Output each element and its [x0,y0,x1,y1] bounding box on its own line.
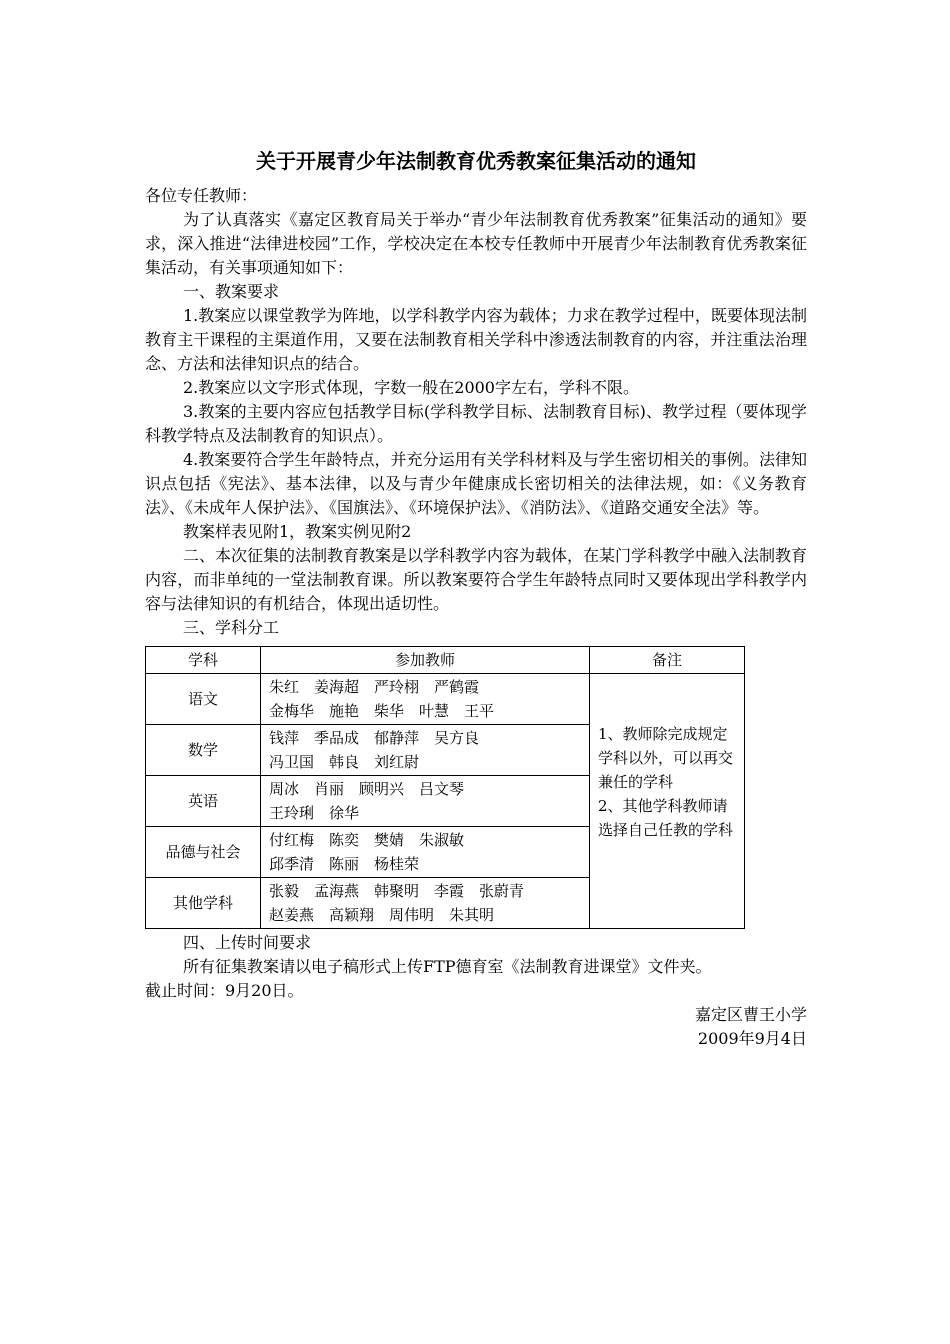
subject-cell: 语文 [146,674,261,725]
header-subject: 学科 [146,647,261,674]
section3-heading: 三、学科分工 [183,618,280,637]
teacher-line: 王玲琍 徐华 [269,804,360,822]
document-title: 关于开展青少年法制教育优秀教案征集活动的通知 [256,149,696,173]
salutation: 各位专任教师： [145,186,258,205]
teacher-line: 朱红 姜海超 严玲栩 严鹤霞 [269,678,480,696]
requirement-3: 3.教案的主要内容应包括教学目标(学科教学目标、法制教育目标)、教学过程（要体现学科教学特点及法制教育的知识点）。 [145,402,807,445]
requirement-2: 2.教案应以文字形式体现，字数一般在2000字左右，学科不限。 [183,378,639,397]
teacher-line: 周冰 肖丽 顾明兴 吕文琴 [269,780,465,798]
header-teachers: 参加教师 [261,647,590,674]
teacher-line: 钱萍 季品成 郁静萍 吴方良 [269,729,480,747]
header-note: 备注 [590,647,745,674]
teacher-line: 邱季清 陈丽 杨桂荣 [269,855,420,873]
date: 2009年9月4日 [697,1029,807,1048]
deadline: 截止时间：9月20日。 [145,981,304,1000]
subject-assignment-table [145,646,745,929]
table-row [146,674,745,725]
teacher-line: 张毅 孟海燕 韩聚明 李霞 张蔚青 [269,882,525,900]
teachers-cell [261,674,590,725]
requirement-4: 4.教案要符合学生年龄特点，并充分运用有关学科材料及与学生密切相关的事例。法律知识点包括《宪法》、基本法律，以及与青少年健康成长密切相关的法律法规，如：《义务教育法》、《未成年人保护法》、《国旗法》、《环境保护法》、《消防法》、《道路交通安全法》等。 [145,450,807,517]
teacher-line: 付红梅 陈奕 樊婧 朱淑敏 [269,831,465,849]
note-cell [590,674,745,929]
upload-paragraph: 所有征集教案请以电子稿形式上传FTP德育室《法制教育进课堂》文件夹。 [183,957,712,976]
signature: 嘉定区曹王小学 [694,1005,807,1024]
teachers-cell [261,827,590,878]
subject-cell: 英语 [146,776,261,827]
teacher-line: 冯卫国 韩良 刘红尉 [269,753,420,771]
requirement-1: 1.教案应以课堂教学为阵地，以学科教学内容为载体；力求在教学过程中，既要体现法制教育主干课程的主渠道作用，又要在法制教育相关学科中渗透法制教育的内容，并注重法治理念、方法和法律知识点的结合。 [145,306,807,373]
section1-heading: 一、教案要求 [183,282,280,301]
note-text: 1、教师除完成规定学科以外，可以再交兼任的学科 2、其他学科教师请选择自己任教的学科 [598,724,734,839]
section4-heading: 四、上传时间要求 [183,933,312,952]
subject-cell: 其他学科 [146,878,261,929]
teacher-line: 赵姜燕 高颖翔 周伟明 朱其明 [269,906,495,924]
subject-cell: 数学 [146,725,261,776]
appendix-note: 教案样表见附1，教案实例见附2 [183,522,412,541]
intro-paragraph: 为了认真落实《嘉定区教育局关于举办“青少年法制教育优秀教案”征集活动的通知》要求，深入推进“法律进校园”工作，学校决定在本校专任教师中开展青少年法制教育优秀教案征集活动，有关事项通知如下： [145,210,807,277]
teachers-cell [261,776,590,827]
teachers-cell [261,725,590,776]
subject-cell: 品德与社会 [146,827,261,878]
document-page [145,140,807,1051]
section2-paragraph: 二、本次征集的法制教育教案是以学科教学内容为载体，在某门学科教学中融入法制教育内容，而非单纯的一堂法制教育课。所以教案要符合学生年龄特点同时又要体现出学科教学内容与法律知识的有机结合，体现出适切性。 [145,546,808,613]
teachers-cell [261,878,590,929]
teacher-line: 金梅华 施艳 柴华 叶慧 王平 [269,702,495,720]
table-header-row [146,647,745,674]
